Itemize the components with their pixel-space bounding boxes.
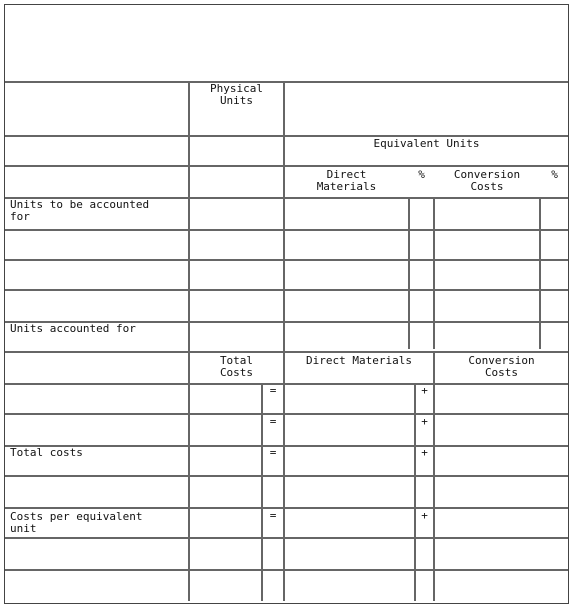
- plus-sign: +: [421, 509, 428, 522]
- row-line-8: [5, 351, 568, 353]
- plus-sign: +: [421, 384, 428, 397]
- col-divider-dm-pct-left: [408, 199, 410, 349]
- col-divider-dm-pct-right: [433, 199, 435, 349]
- header-direct-materials-cost: Direct Materials: [306, 354, 412, 367]
- equals-sign: =: [269, 415, 277, 428]
- equals-sign: =: [269, 384, 277, 397]
- col-divider-cc-pct: [539, 199, 541, 349]
- header-conversion-costs: Conversion Costs: [453, 168, 521, 193]
- header-percent-dm: %: [418, 168, 425, 181]
- row-label-total-costs: Total costs: [10, 446, 83, 459]
- plus-sign: +: [421, 415, 428, 428]
- header-direct-materials: Direct Materials: [316, 168, 377, 193]
- plus-sign: +: [421, 446, 428, 459]
- equals-sign: =: [269, 446, 277, 459]
- row-line-13: [5, 507, 568, 509]
- worksheet-header-area: [5, 5, 568, 83]
- row-line-5: [5, 259, 568, 261]
- row-line-15: [5, 569, 568, 571]
- row-line-11: [5, 445, 568, 447]
- row-line-9: [5, 383, 568, 385]
- col-divider-physical-left: [188, 81, 190, 601]
- col-divider-physical-right: [283, 81, 285, 601]
- header-total-costs: Total Costs: [219, 354, 254, 379]
- header-physical-units: Physical Units: [210, 82, 263, 107]
- header-percent-cc: %: [551, 168, 558, 181]
- cost-worksheet-form: [4, 4, 569, 604]
- equals-sign: =: [269, 509, 277, 522]
- row-line-4: [5, 229, 568, 231]
- header-conversion-costs-cost: Conversion Costs: [468, 354, 535, 379]
- row-label-units-accounted-for: Units accounted for: [10, 322, 136, 335]
- row-line-1: [5, 135, 568, 137]
- row-line-10: [5, 413, 568, 415]
- row-label-costs-per-equivalent-unit: Costs per equivalent unit: [10, 510, 143, 535]
- row-line-6: [5, 289, 568, 291]
- row-line-14: [5, 537, 568, 539]
- row-line-2: [5, 165, 568, 167]
- header-equivalent-units: Equivalent Units: [373, 137, 480, 150]
- row-line-12: [5, 475, 568, 477]
- row-label-units-to-be-accounted-for: Units to be accounted for: [10, 198, 150, 223]
